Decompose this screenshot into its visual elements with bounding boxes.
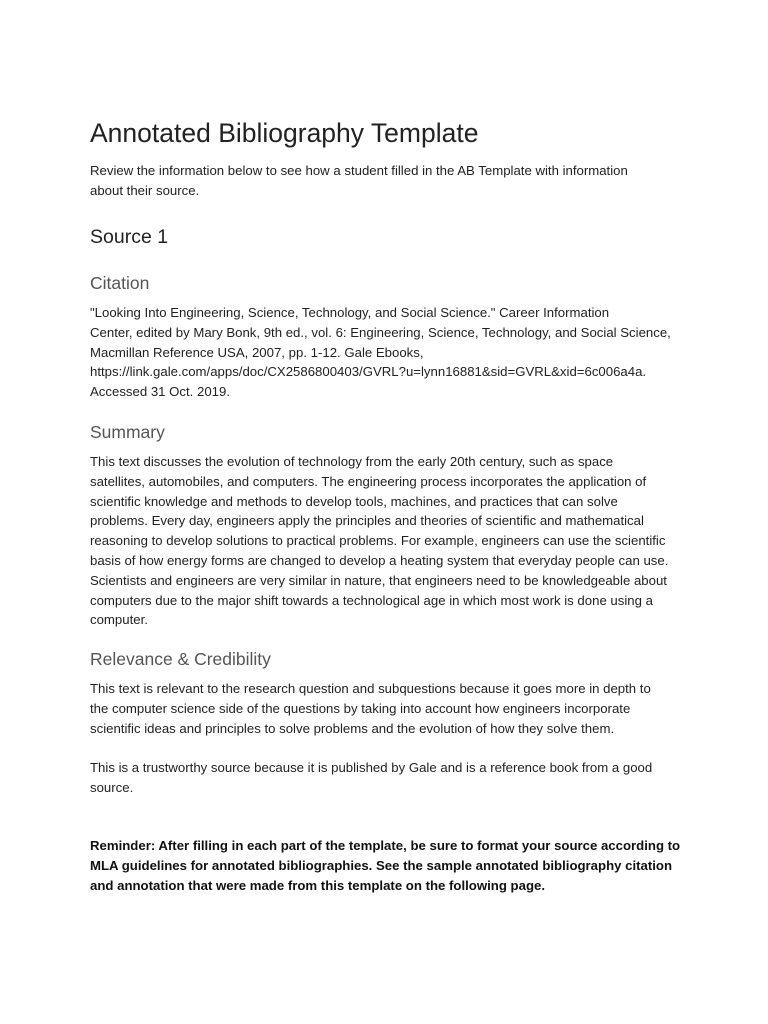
- summary-line: basis of how energy forms are changed to develop a heating system that everyday people can use.: [90, 552, 669, 568]
- summary-line: scientific knowledge and methods to develop tools, machines, and practices that can solve: [90, 493, 618, 509]
- source-heading: Source 1: [90, 226, 169, 248]
- summary-line: This text discusses the evolution of technology from the early 20th century, such as space: [90, 454, 614, 469]
- intro-line: Review the information below to see how a student filled in the AB Template with information: [90, 163, 628, 178]
- relevance-line: the computer science side of the questions by taking into account how engineers incorporate: [90, 700, 631, 716]
- summary-line: computer.: [90, 612, 148, 628]
- citation-heading: Citation: [90, 273, 150, 293]
- summary-line: Scientists and engineers are very similar in nature, that engineers need to be knowledgeable about: [90, 572, 667, 588]
- relevance-line: scientific ideas and principles to solve problems and the evolution of how they solve them.: [90, 720, 615, 736]
- reminder-line: Reminder: After filling in each part of the template, be sure to format your source according to: [90, 838, 681, 853]
- page-title: Annotated Bibliography Template: [90, 118, 479, 148]
- reminder-line: MLA guidelines for annotated bibliographies. See the sample annotated bibliography citation: [90, 857, 673, 873]
- citation-line: Center, edited by Mary Bonk, 9th ed., vol. 6: Engineering, Science, Technology, and Social Science,: [90, 324, 671, 340]
- intro-line: about their source.: [90, 182, 200, 198]
- credibility-line: This is a trustworthy source because it is published by Gale and is a reference book from a good: [90, 760, 653, 775]
- citation-url-line: https://link.gale.com/apps/doc/CX2586800403/GVRL?u=lynn16881&sid=GVRL&xid=6c006a4a.: [90, 364, 647, 380]
- credibility-paragraph: [90, 758, 682, 798]
- summary-heading: Summary: [90, 422, 165, 442]
- citation-line: Macmillan Reference USA, 2007, pp. 1-12. Gale Ebooks,: [90, 344, 424, 360]
- credibility-line: source.: [90, 779, 134, 795]
- summary-line: problems. Every day, engineers apply the principles and theories of scientific and mathematical: [90, 513, 644, 529]
- summary-paragraph: [90, 452, 682, 630]
- citation-line: "Looking Into Engineering, Science, Technology, and Social Science." Career Information: [90, 305, 610, 320]
- relevance-paragraph: [90, 679, 682, 738]
- citation-line: Accessed 31 Oct. 2019.: [90, 384, 231, 400]
- relevance-line: This text is relevant to the research question and subquestions because it goes more in depth to: [90, 681, 651, 696]
- reminder-line: and annotation that were made from this template on the following page.: [90, 877, 546, 893]
- summary-line: satellites, automobiles, and computers. The engineering process incorporates the application of: [90, 473, 647, 489]
- citation-paragraph: [90, 303, 682, 402]
- intro-paragraph: [90, 161, 670, 201]
- summary-line: reasoning to develop solutions to practical problems. For example, engineers can use the scientific: [90, 533, 666, 549]
- relevance-heading: Relevance & Credibility: [90, 649, 271, 669]
- reminder-paragraph: [90, 836, 682, 895]
- summary-line: computers due to the major shift towards a technological age in which most work is done using a: [90, 592, 653, 608]
